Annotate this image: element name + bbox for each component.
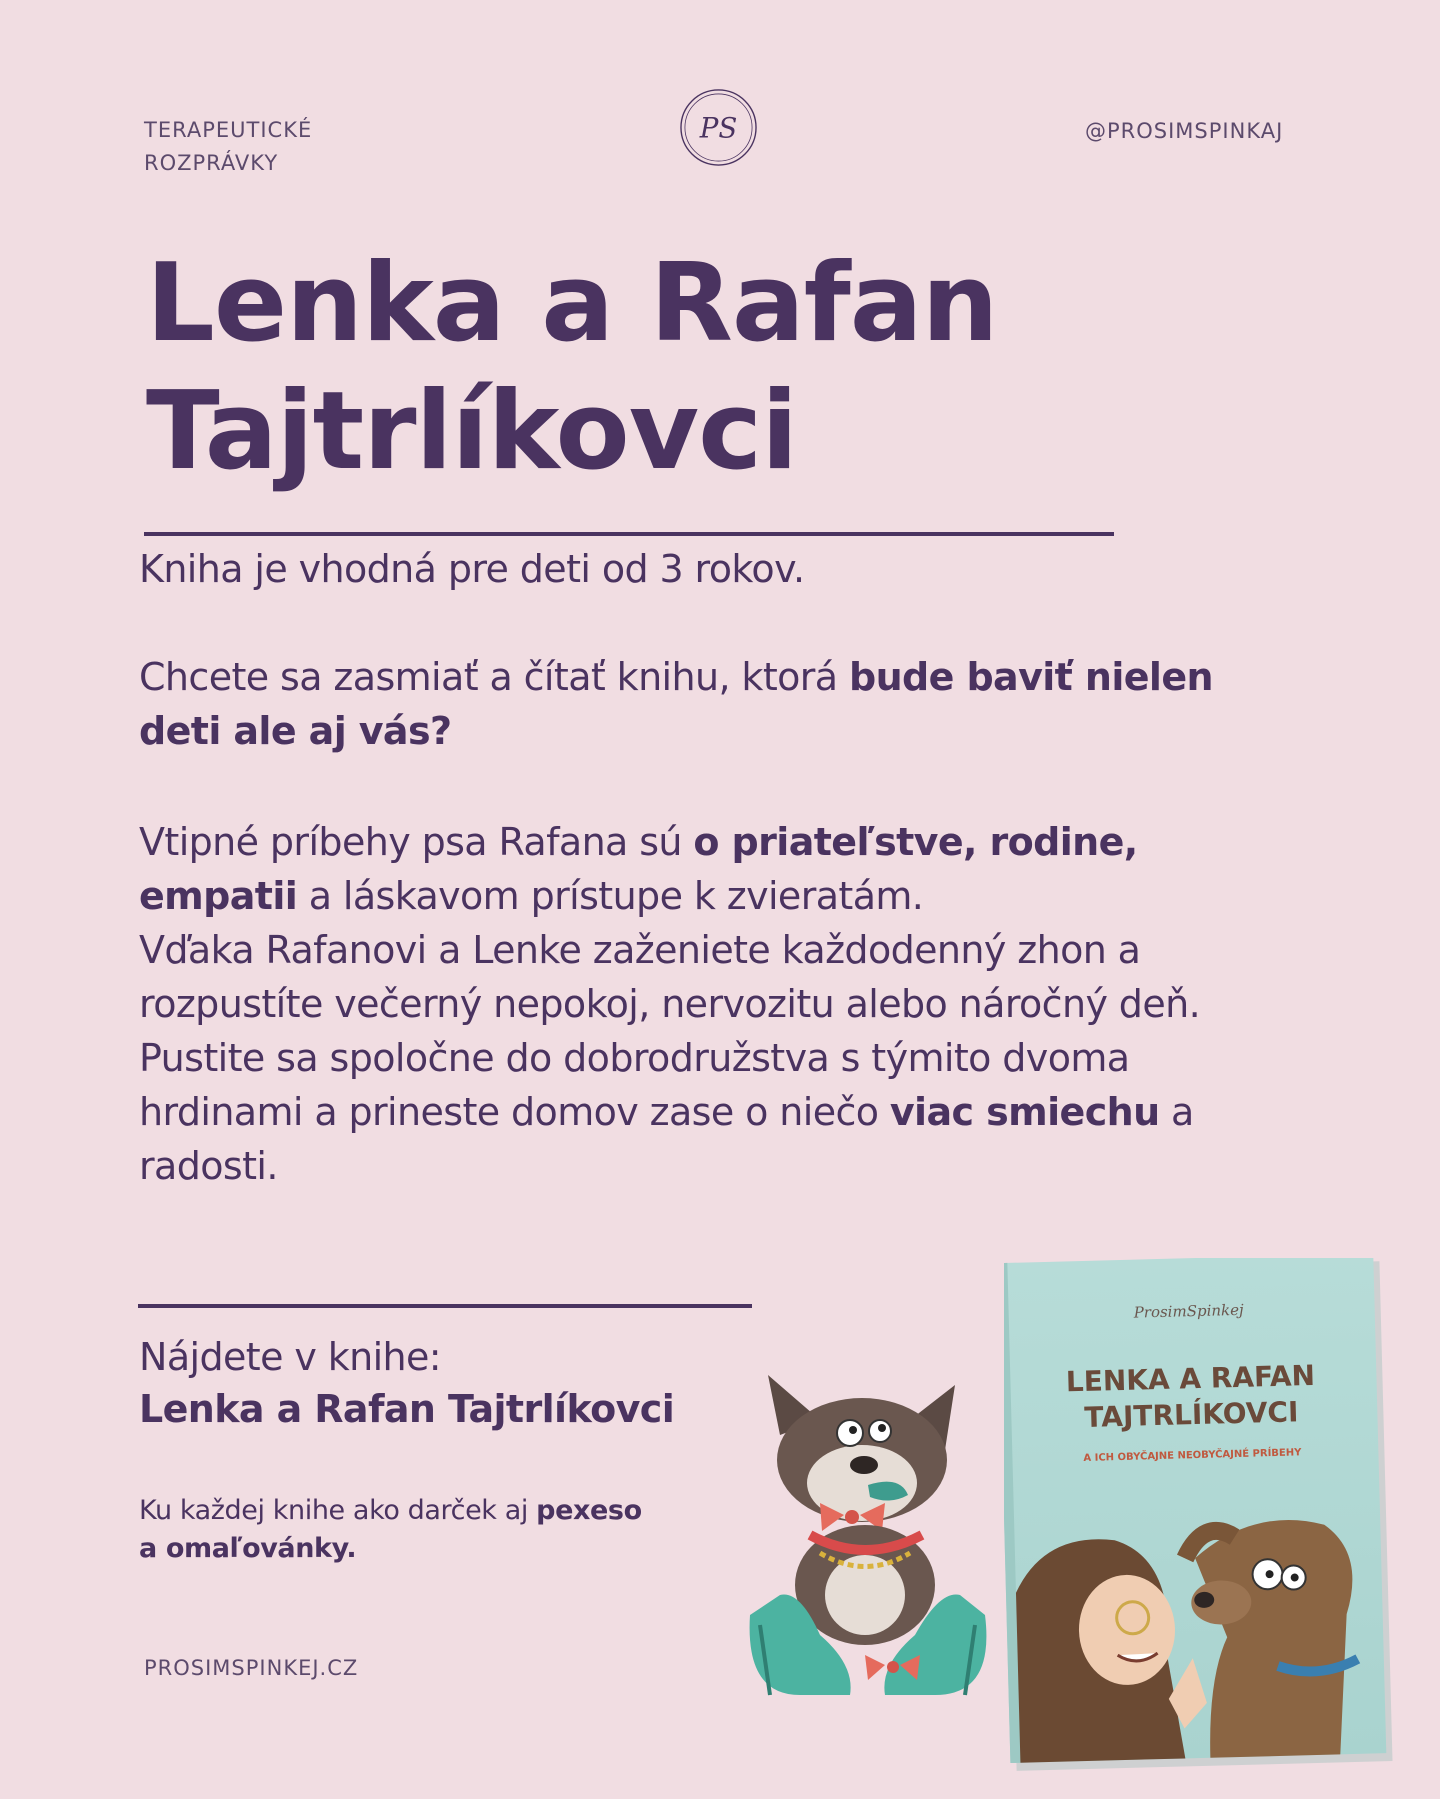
ps-logo — [679, 88, 758, 167]
laugh-text: Chcete sa zasmiať a čítať knihu, ktorá — [139, 655, 849, 699]
cover-title-line-1: LENKA A RAFAN — [1065, 1358, 1316, 1399]
cover-publisher: ProsimSpinkej — [1133, 1300, 1244, 1322]
dog-illustration — [740, 1365, 1000, 1705]
gift-bold-1: pexeso — [536, 1495, 642, 1526]
age-paragraph: Kniha je vhodná pre deti od 3 rokov. — [139, 547, 805, 591]
laugh-paragraph — [139, 650, 1289, 758]
social-handle: @PROSIMSPINKAJ — [1085, 119, 1284, 143]
laugh-bold: bude baviť nielen deti ale aj vás? — [139, 655, 1213, 753]
story-paragraph — [139, 815, 1289, 1193]
story-text-2: a láskavom prístupe k zvieratám. — [297, 874, 924, 918]
logo-text: PS — [699, 111, 738, 145]
gift-bold-2: a omaľovánky. — [139, 1533, 357, 1564]
brand-label — [144, 114, 312, 180]
find-label: Nájdete v knihe: — [139, 1335, 442, 1379]
cover-subtitle: A ICH OBYČAJNE NEOBYČAJNÉ PRÍBEHY — [1083, 1447, 1302, 1465]
story-text-3: Vďaka Rafanovi a Lenke zaženiete každodenný zhon a rozpustíte večerný nepokoj, nervozitu alebo náročný deň. — [139, 928, 1201, 1026]
find-book-title: Lenka a Rafan Tajtrlíkovci — [139, 1387, 675, 1431]
cover-title-line-2: TAJTRLÍKOVCI — [1083, 1395, 1299, 1434]
book-cover — [1004, 1258, 1394, 1773]
story-bold-2: viac smiechu — [889, 1090, 1160, 1134]
brand-line-2: ROZPRÁVKY — [144, 151, 279, 175]
story-text-1: Vtipné príbehy psa Rafana sú — [139, 820, 694, 864]
website-link[interactable]: PROSIMSPINKEJ.CZ — [144, 1656, 359, 1680]
title-line-2: Tajtrlíkovci — [146, 369, 798, 494]
gift-text: Ku každej knihe ako darček aj — [139, 1495, 537, 1526]
brand-line-1: TERAPEUTICKÉ — [144, 118, 313, 142]
page-title — [146, 240, 998, 496]
gift-note — [139, 1492, 642, 1568]
story-text-4: Pustite sa spoločne do dobrodružstva s týmito dvoma hrdinami a prineste domov zase o niečo — [139, 1036, 1130, 1134]
find-divider — [138, 1304, 752, 1308]
story-bold-1: o priateľstve, rodine, empatii — [139, 820, 1138, 918]
story-text-5: a radosti. — [139, 1090, 1194, 1188]
title-line-1: Lenka a Rafan — [146, 241, 998, 366]
title-divider — [144, 532, 1114, 536]
